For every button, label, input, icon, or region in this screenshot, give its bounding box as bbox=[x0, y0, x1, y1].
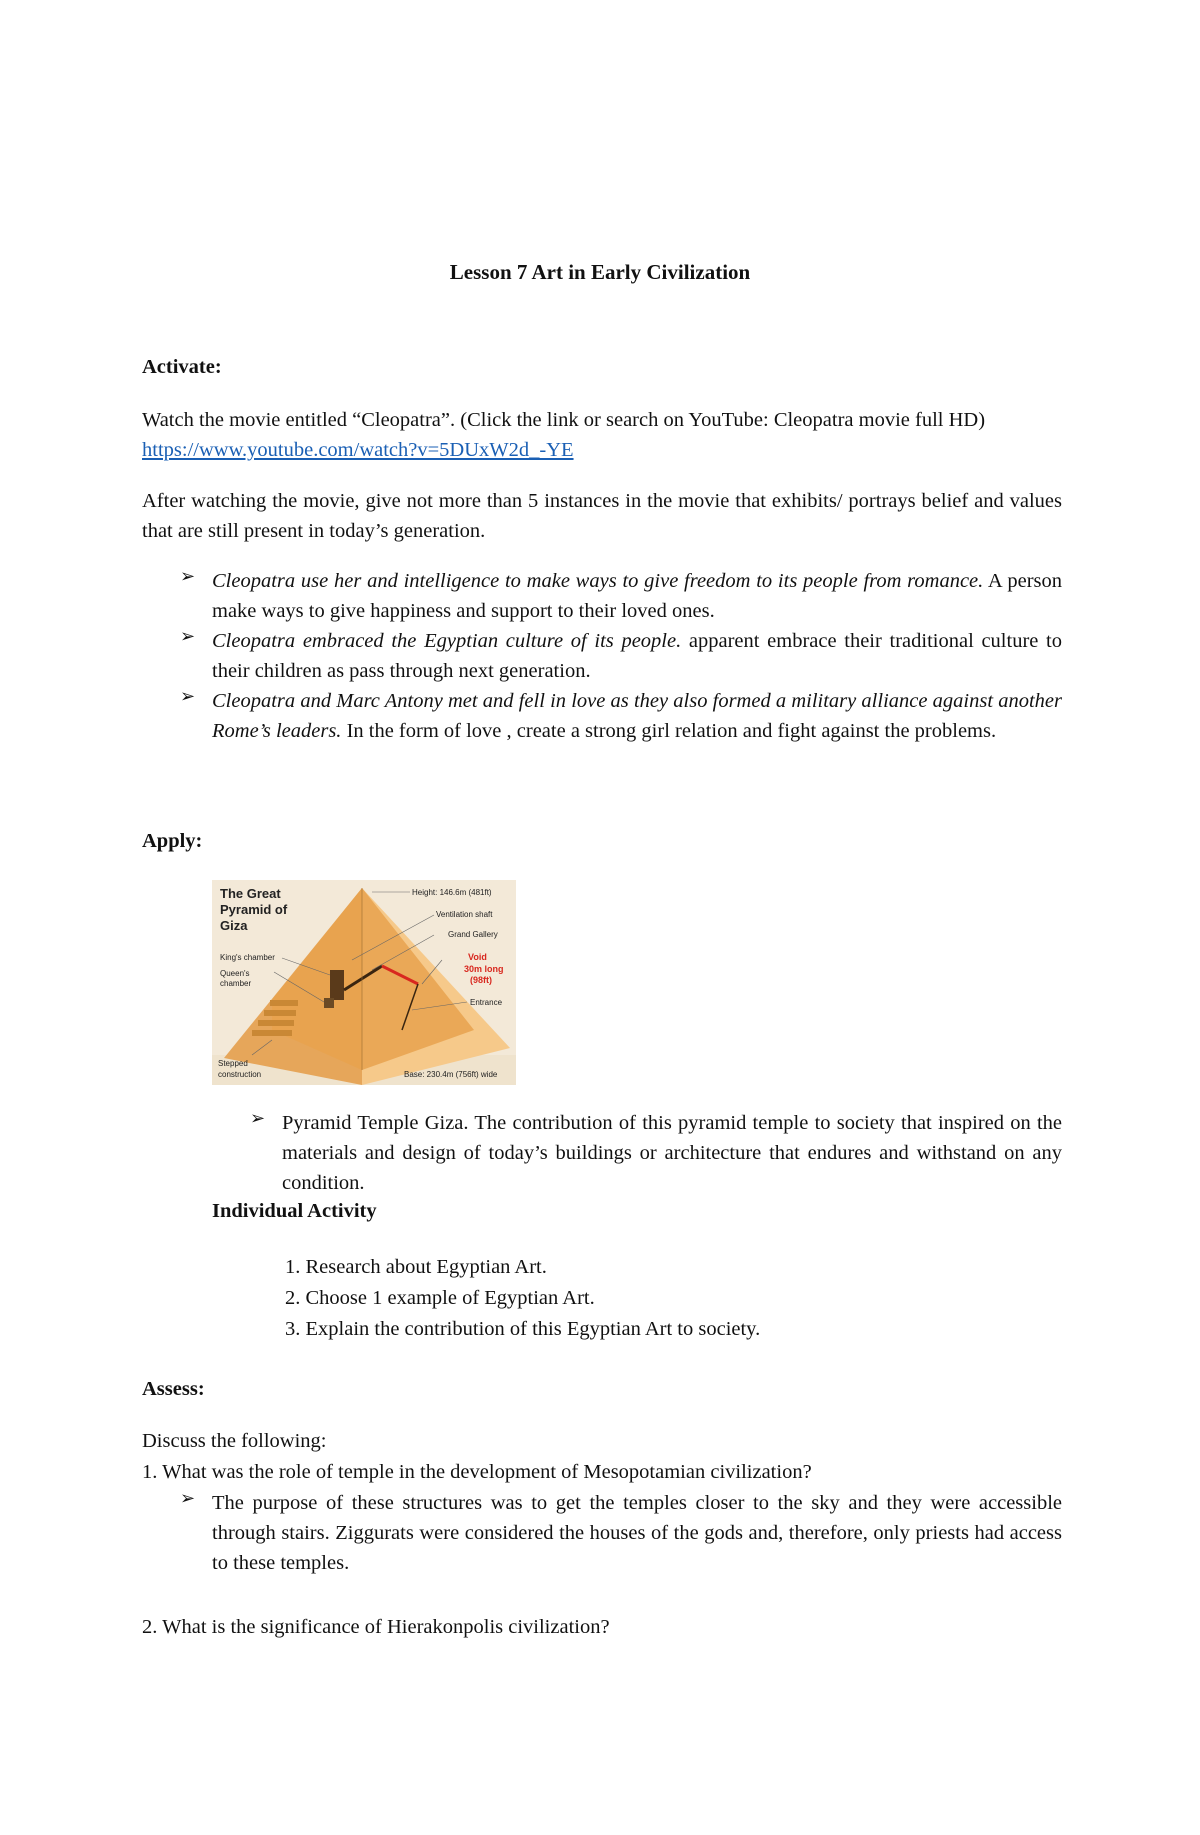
activate-bullet-1 bbox=[180, 566, 1062, 626]
label-grand-gallery: Grand Gallery bbox=[448, 930, 498, 939]
apply-bullet bbox=[250, 1108, 1062, 1198]
activate-bullet-3 bbox=[180, 686, 1062, 746]
label-base: Base: 230.4m (756ft) wide bbox=[404, 1070, 498, 1079]
activate-task: After watching the movie, give not more than 5 instances in the movie that exhibits/ portrays belief and values that are still present in today’s generation. bbox=[142, 490, 1062, 542]
bullet-italic: Cleopatra and Marc Antony met and fell in love as they also formed a military alliance against another Rome’s leaders. bbox=[212, 690, 1062, 742]
activity-list bbox=[285, 1252, 760, 1345]
label-kings-chamber: King's chamber bbox=[220, 953, 275, 962]
individual-activity-heading: Individual Activity bbox=[212, 1200, 377, 1222]
arrow-bullet-icon: ➢ bbox=[180, 1488, 196, 1508]
activity-item: 1. Research about Egyptian Art. bbox=[285, 1256, 547, 1278]
assess-heading: Assess: bbox=[142, 1378, 205, 1400]
label-entrance: Entrance bbox=[470, 998, 503, 1007]
bullet-italic: Cleopatra embraced the Egyptian culture of its people. bbox=[212, 630, 682, 652]
apply-heading: Apply: bbox=[142, 830, 203, 852]
assess-question-2: 2. What is the significance of Hierakonpolis civilization? bbox=[142, 1616, 610, 1638]
activity-item: 2. Choose 1 example of Egyptian Art. bbox=[285, 1287, 595, 1309]
arrow-bullet-icon: ➢ bbox=[180, 626, 196, 646]
label-height: Height: 146.6m (481ft) bbox=[412, 888, 492, 897]
activity-item: 3. Explain the contribution of this Egyptian Art to society. bbox=[285, 1318, 761, 1340]
diagram-title-3: Giza bbox=[220, 918, 248, 933]
queens-chamber bbox=[324, 998, 334, 1008]
label-queens-2: chamber bbox=[220, 979, 252, 988]
assess-question-1: 1. What was the role of temple in the development of Mesopotamian civilization? bbox=[142, 1461, 812, 1483]
label-stepped-2: construction bbox=[218, 1070, 262, 1079]
page-title: Lesson 7 Art in Early Civilization bbox=[449, 260, 751, 284]
arrow-bullet-icon: ➢ bbox=[180, 686, 196, 706]
label-stepped-1: Stepped bbox=[218, 1059, 248, 1068]
assess-answer-text: The purpose of these structures was to get the temples closer to the sky and they were accessible through stairs. Ziggurats were considered the houses of the gods and, therefore, only priests had access to these temples. bbox=[212, 1492, 1062, 1574]
label-ventilation: Ventilation shaft bbox=[436, 910, 493, 919]
pyramid-diagram bbox=[212, 880, 516, 1085]
apply-bullet-text: Pyramid Temple Giza. The contribution of this pyramid temple to society that inspired on the materials and design of today’s buildings or architecture that endures and withstand on any condition. bbox=[282, 1112, 1062, 1194]
arrow-bullet-icon: ➢ bbox=[250, 1108, 266, 1128]
diagram-title-1: The Great bbox=[220, 886, 281, 901]
bullet-italic: Cleopatra use her and intelligence to make ways to give freedom to its people from romance. bbox=[212, 570, 984, 592]
diagram-title-2: Pyramid of bbox=[220, 902, 288, 917]
bullet-normal: In the form of love , create a strong girl relation and fight against the problems. bbox=[341, 720, 997, 742]
label-void-1: Void bbox=[468, 952, 487, 962]
label-queens-1: Queen's bbox=[220, 969, 250, 978]
label-void-3: (98ft) bbox=[470, 975, 492, 985]
youtube-link[interactable]: https://www.youtube.com/watch?v=5DUxW2d_-YE bbox=[142, 439, 574, 461]
activate-heading: Activate: bbox=[142, 356, 222, 378]
bullet-normal: A person make ways to give happiness and support to their loved ones. bbox=[212, 570, 1062, 622]
assess-intro: Discuss the following: bbox=[142, 1430, 327, 1452]
arrow-bullet-icon: ➢ bbox=[180, 566, 196, 586]
activate-intro bbox=[142, 405, 1062, 465]
activate-bullet-2 bbox=[180, 626, 1062, 686]
label-void-2: 30m long bbox=[464, 964, 504, 974]
activate-intro-text: Watch the movie entitled “Cleopatra”. (Click the link or search on YouTube: Cleopatra movie full HD) bbox=[142, 409, 986, 431]
kings-chamber bbox=[330, 970, 344, 1000]
bullet-normal: apparent embrace their traditional culture to their children as pass through next generation. bbox=[212, 630, 1062, 682]
assess-answer-1 bbox=[180, 1488, 1062, 1578]
